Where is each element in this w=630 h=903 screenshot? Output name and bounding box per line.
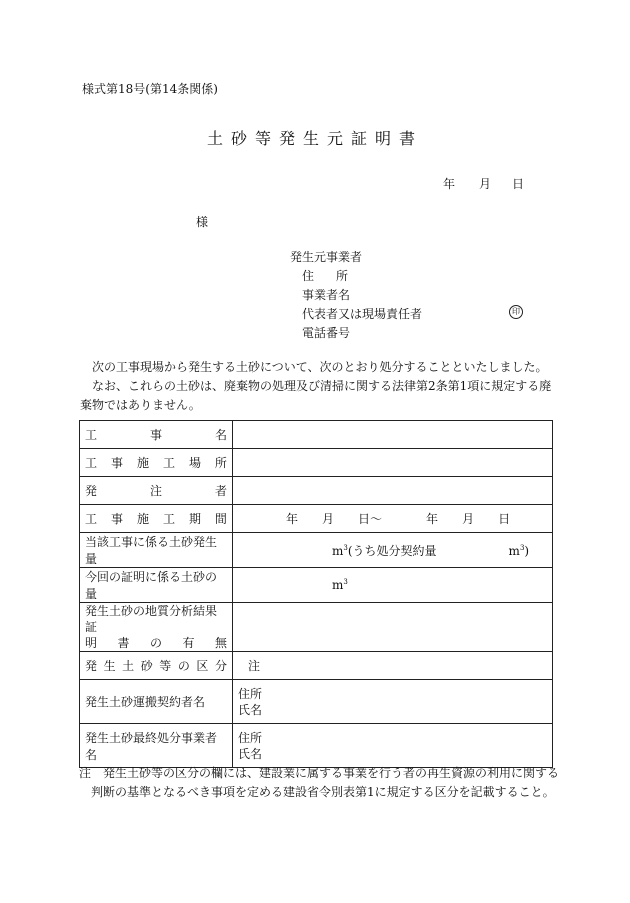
- body-paragraph-1: 次の工事現場から発生する土砂について、次のとおり処分することといたしました。: [92, 360, 548, 374]
- cert-amount-label: 今回の証明に係る土砂の量: [80, 568, 233, 603]
- table-row: [80, 505, 553, 533]
- table-row: [80, 421, 553, 449]
- category-value[interactable]: 注: [233, 652, 553, 680]
- disposal-label: 発生土砂最終処分事業者名: [80, 724, 233, 768]
- table-row: [80, 603, 553, 652]
- soil-amount-label: 当該工事に係る土砂発生量: [80, 533, 233, 568]
- period-label: 工 事 施 工 期 間: [80, 505, 233, 533]
- date-day: 日: [512, 177, 525, 191]
- table-row: [80, 449, 553, 477]
- issuer-phone-label: 電話番号: [302, 326, 351, 340]
- form-number: 様式第18号(第14条関係): [82, 82, 218, 96]
- body-text: [80, 358, 554, 415]
- transport-label: 発生土砂運搬契約者名: [80, 680, 233, 724]
- table-row: [80, 568, 553, 603]
- construction-name-label: 工 事 名: [80, 421, 233, 449]
- cert-amount-value[interactable]: $m^3$: [233, 568, 553, 603]
- analysis-label: 発生土砂の地質分析結果証 明 書 の 有 無: [80, 603, 233, 652]
- date-year: 年: [443, 177, 456, 191]
- orderer-label: 発 注 者: [80, 477, 233, 505]
- analysis-value[interactable]: [233, 603, 553, 652]
- footnote-line-2: 判断の基準となるべき事項を定める建設省令別表第1に規定する区分を記載すること。: [91, 785, 555, 799]
- footnote-line-1: 注 発生土砂等の区分の欄には、建設業に属する事業を行う者の再生資源の利用に関する: [79, 766, 560, 780]
- issuer-heading: 発生元事業者: [290, 250, 363, 264]
- date-month: 月: [479, 177, 492, 191]
- category-label: 発 生 土 砂 等 の 区 分: [80, 652, 233, 680]
- footnote: [79, 764, 559, 802]
- table-row: [80, 724, 553, 768]
- issuer-block: [290, 248, 422, 343]
- orderer-value[interactable]: [233, 477, 553, 505]
- page-title: 土砂等発生元証明書: [206, 129, 423, 148]
- seal-icon: 印: [509, 305, 523, 319]
- table-row: [80, 533, 553, 568]
- body-paragraph-2: なお、これらの土砂は、廃棄物の処理及び清掃に関する法律第2条第1項に規定する廃棄物ではありません。: [80, 379, 552, 412]
- issuer-address-label: 住 所: [302, 269, 349, 283]
- addressee-suffix: 様: [196, 215, 209, 229]
- issuer-company-label: 事業者名: [302, 288, 351, 302]
- disposal-value[interactable]: 住所 氏名: [233, 724, 553, 768]
- transport-value[interactable]: 住所 氏名: [233, 680, 553, 724]
- construction-site-value[interactable]: [233, 449, 553, 477]
- soil-amount-value[interactable]: $m^3$(うち処分契約量 $m^3$): [233, 533, 553, 568]
- construction-name-value[interactable]: [233, 421, 553, 449]
- construction-site-label: 工 事 施 工 場 所: [80, 449, 233, 477]
- certificate-table: [79, 420, 553, 768]
- table-row: [80, 680, 553, 724]
- table-row: [80, 477, 553, 505]
- period-value[interactable]: 年 月 日〜 年 月 日: [233, 505, 553, 533]
- table-row: [80, 652, 553, 680]
- issuer-representative-label: 代表者又は現場責任者: [302, 307, 423, 321]
